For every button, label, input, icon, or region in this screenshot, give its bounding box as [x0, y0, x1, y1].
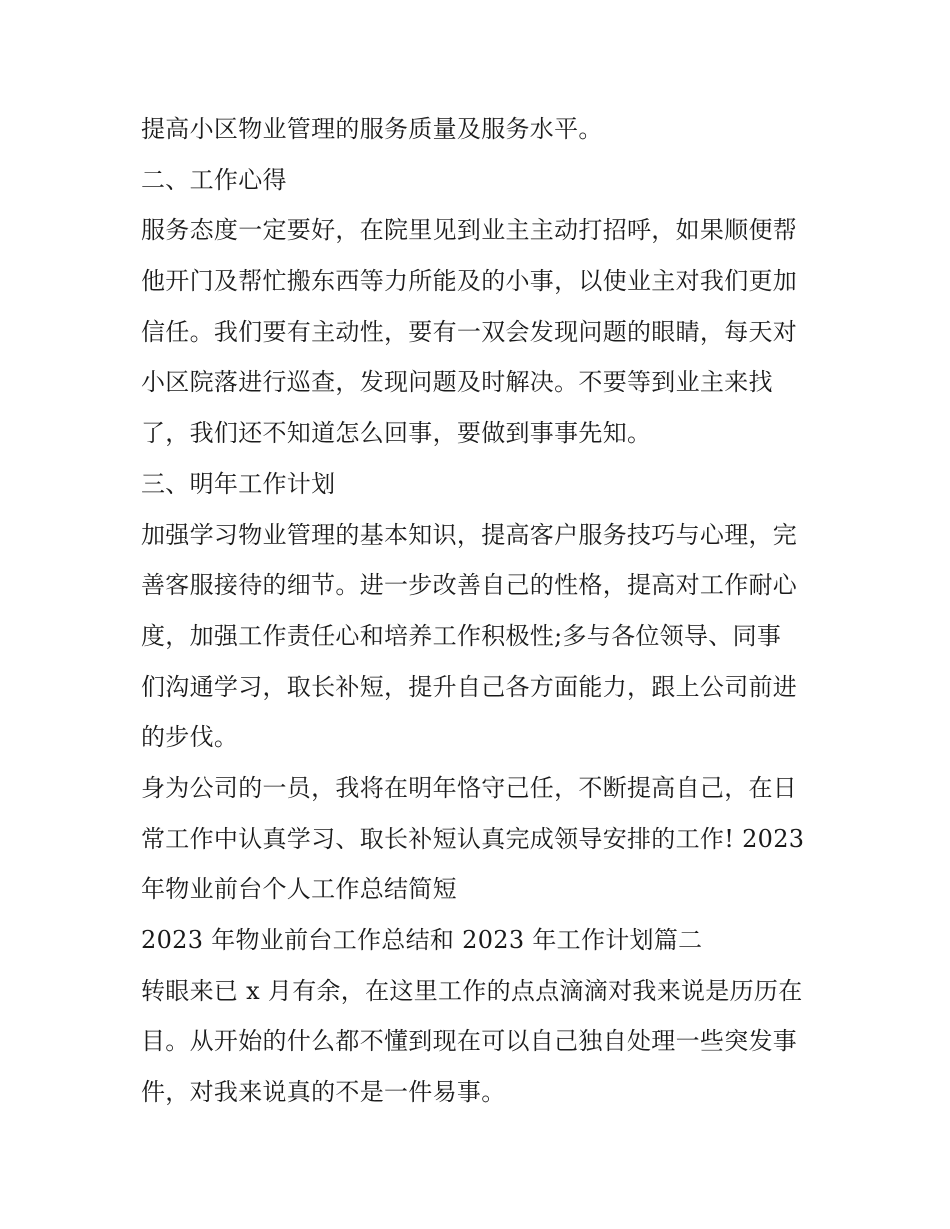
text-line: 信任。我们要有主动性，要有一双会发现问题的眼睛，每天对: [141, 317, 798, 346]
text-line: 度，加强工作责任心和培养工作积极性;多与各位领导、同事: [141, 621, 782, 650]
text-line: 提高小区物业管理的服务质量及服务水平。: [141, 115, 603, 143]
text-line: 身为公司的一员，我将在明年恪守己任，不断提高自己，在日: [141, 773, 798, 802]
section-heading: 三、明年工作计划: [141, 469, 336, 498]
text-line: 年物业前台个人工作总结简短: [141, 875, 457, 904]
text-line: 了，我们还不知道怎么回事，要做到事事先知。: [141, 419, 652, 448]
text-line: 件，对我来说真的不是一件易事。: [141, 1078, 506, 1107]
text-line: 转眼来已 x 月有余，在这里工作的点点滴滴对我来说是历历在: [141, 976, 803, 1005]
document-body: [141, 104, 821, 1118]
text-line: 善客服接待的细节。进一步改善自己的性格，提高对工作耐心: [141, 571, 798, 600]
text-line: 他开门及帮忙搬东西等力所能及的小事，以使业主对我们更加: [141, 267, 798, 296]
section-heading: 二、工作心得: [141, 165, 287, 194]
text-line: 小区院落进行巡查，发现问题及时解决。不要等到业主来找: [141, 368, 773, 397]
text-line: 服务态度一定要好，在院里见到业主主动打招呼，如果顺便帮: [141, 216, 798, 245]
text-line: 们沟通学习，取长补短，提升自己各方面能力，跟上公司前进: [141, 672, 798, 701]
text-line: 的步伐。: [141, 723, 239, 752]
article-title: 2023 年物业前台工作总结和 2023 年工作计划篇二: [141, 926, 703, 954]
text-line: 常工作中认真学习、取长补短认真完成领导安排的工作! 2023: [141, 824, 805, 853]
text-line: 加强学习物业管理的基本知识，提高客户服务技巧与心理，完: [141, 520, 798, 549]
text-line: 目。从开始的什么都不懂到现在可以自己独自处理一些突发事: [141, 1027, 798, 1056]
